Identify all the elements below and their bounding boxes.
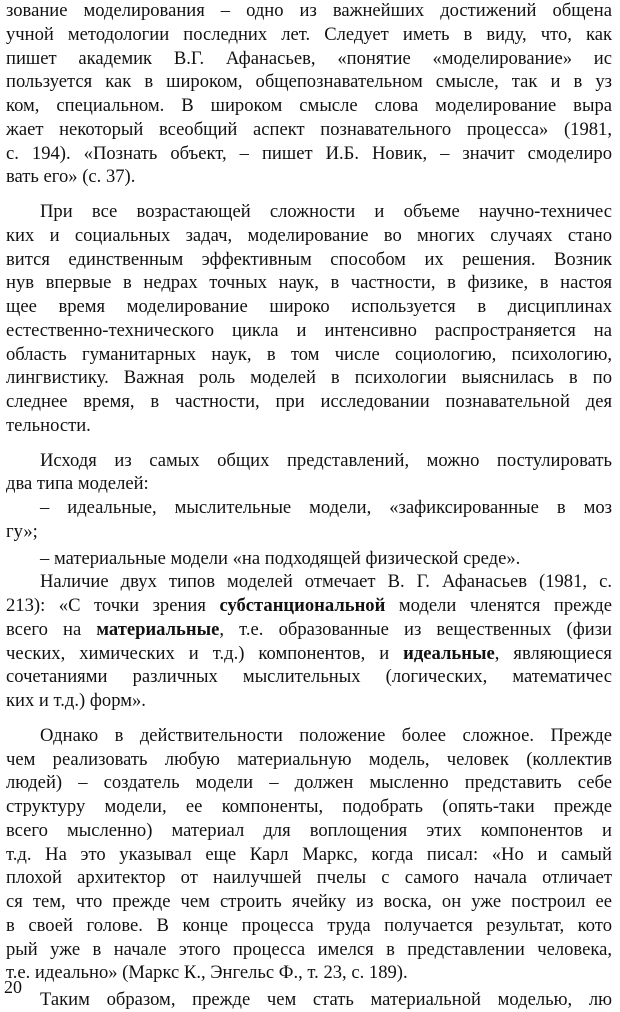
text-line: ком, специальном. В широком смысле слова моделирование выра <box>6 95 612 116</box>
text-line: ких и т.д.) форм». <box>6 690 146 711</box>
text-line: рый уже в начале этого процесса имелся в представлении человека, <box>6 938 612 960</box>
text-segment: ческих, химических и т.д.) компонентов, и <box>6 642 404 664</box>
text-line: плохой архитектор от наилучшей пчелы с самого начала отличает <box>6 867 612 889</box>
text-line: Исходя из самых общих представлений, можно постулировать <box>40 449 612 471</box>
text-line: вать его» (с. 37). <box>6 166 136 188</box>
text-line: Наличие двух типов моделей отмечает В. Г. Афанасьев (1981, с. <box>40 571 612 593</box>
body-text <box>6 0 612 1012</box>
text-line: два типа моделей: <box>6 473 149 495</box>
text-line: зование моделирования – одно из важнейших достижений общена <box>6 0 612 21</box>
text-line: тельности. <box>6 414 91 436</box>
text-line: т.е. идеально» (Маркс К., Энгельс Ф., т. 23, с. 189). <box>6 962 408 984</box>
bold-term: субстанциональной <box>219 595 386 616</box>
text-line: сочетаниями различных мыслительных (логических, математичес <box>6 666 612 688</box>
text-line <box>6 618 612 642</box>
text-line: – идеальные, мыслительные модели, «зафиксированные в моз <box>40 497 612 518</box>
text-line: Таким образом, прежде чем стать материальной моделью, лю <box>40 989 612 1010</box>
text-line: в своей голове. В конце процесса труда получается результат, кото <box>6 914 612 936</box>
text-line: всего мысленно) материал для воплощения этих компонентов и <box>6 819 612 841</box>
text-line: чем реализовать любую материальную модель, человек (коллектив <box>6 748 612 770</box>
text-line: – материальные модели «на подходящей физической среде». <box>40 547 521 569</box>
text-line: Однако в действительности положение более сложное. Прежде <box>40 724 612 746</box>
text-line <box>6 594 612 618</box>
text-line: естественно-технического цикла и интенсивно распространяется на <box>6 319 612 341</box>
text-line: лингвистику. Важная роль моделей в психологии выяснилась в по <box>6 367 612 389</box>
text-line: щее время моделирование широко используется в дисциплинах <box>6 296 612 317</box>
text-line <box>6 642 612 666</box>
text-segment: , т.е. образованные из вещественных (физи <box>219 618 613 640</box>
page-number: 20 <box>4 977 22 997</box>
text-line: область гуманитарных наук, в том числе социологию, психологию, <box>6 343 612 365</box>
text-line: т.д. На это указывал еще Карл Маркс, когда писал: «Но и самый <box>6 843 612 865</box>
text-segment: модели членятся прежде <box>385 595 612 616</box>
text-segment: всего на <box>6 618 97 640</box>
text-segment: 213): «С точки зрения <box>6 595 220 616</box>
bold-term: идеальные <box>403 642 495 664</box>
text-line: пользуется как в широком, общепознавательном смысле, так и в уз <box>6 71 612 93</box>
bold-term: материальные <box>96 618 220 640</box>
text-line: людей) – создатель модели – должен мысленно представить себе <box>6 772 612 794</box>
text-line: с. 194). «Познать объект, – пишет И.Б. Новик, – значит смоделиро <box>6 142 612 164</box>
text-line: следнее время, в частности, при исследовании познавательной дея <box>6 391 612 412</box>
text-line: ких и социальных задач, моделирование во многих случаях стано <box>6 224 612 246</box>
text-line: пишет академик В.Г. Афанасьев, «понятие «моделирование» ис <box>6 47 612 69</box>
text-line: ся тем, что прежде чем строить ячейку из воска, он уже построил ее <box>6 891 612 912</box>
text-line: структуру модели, ее компоненты, подобрать (опять-таки прежде <box>6 796 612 817</box>
text-line: гу»; <box>6 520 38 542</box>
text-line: вится единственным эффективным способом их решения. Возник <box>6 248 612 270</box>
text-line: При все возрастающей сложности и объеме научно-техничес <box>40 201 612 222</box>
text-line: жает некоторый всеобщий аспект познавательного процесса» (1981, <box>6 118 612 140</box>
text-line: нув впервые в недрах точных наук, в частности, в физике, в настоя <box>6 272 612 294</box>
text-line: учной методологии последних лет. Следует иметь в виду, что, как <box>6 23 612 45</box>
text-segment: , являющиеся <box>494 642 612 664</box>
